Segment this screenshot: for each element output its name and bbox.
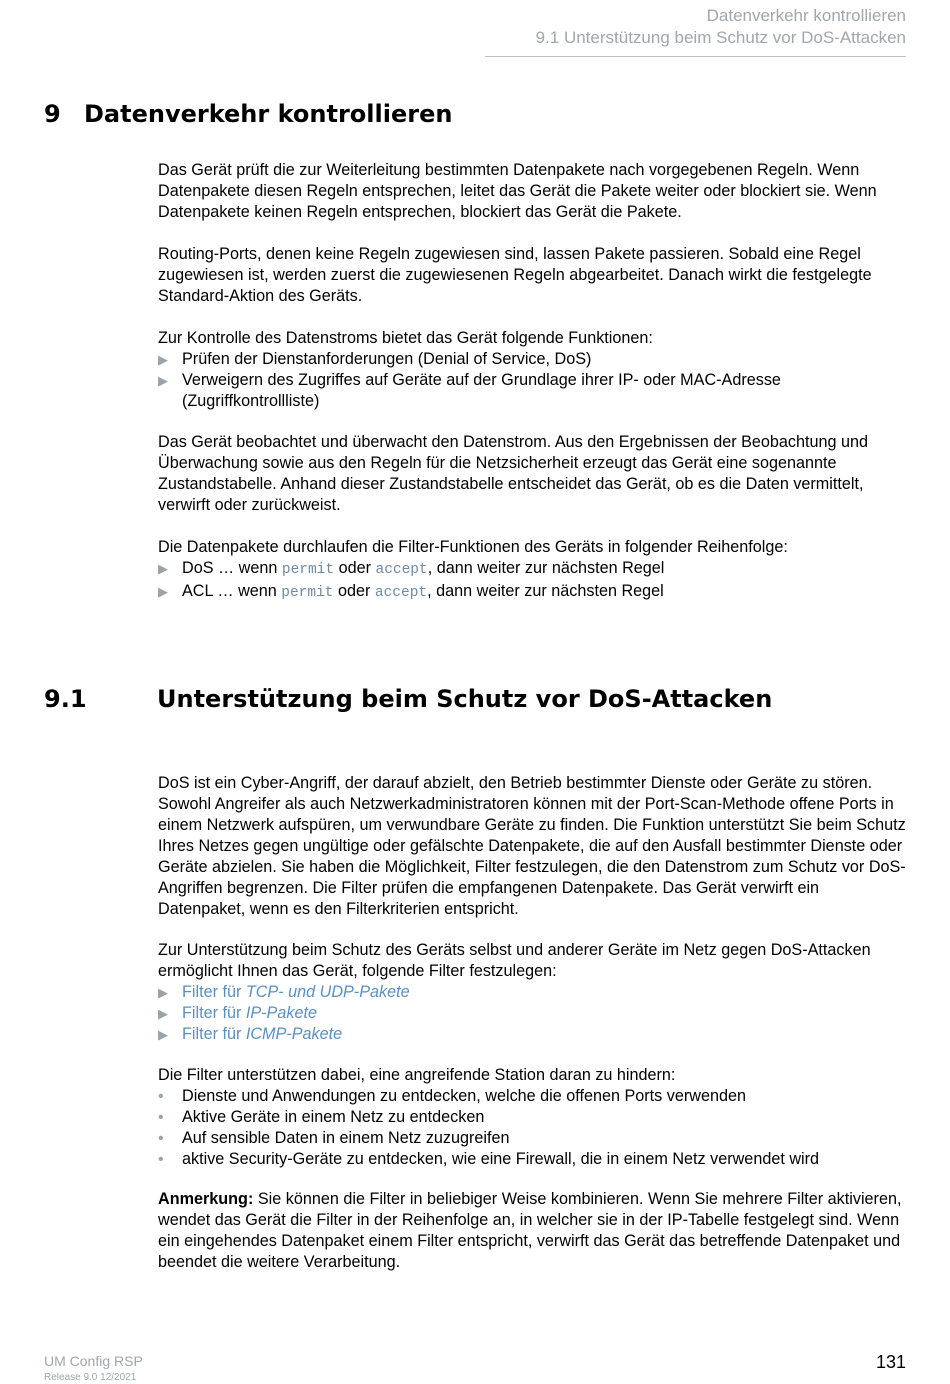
filter-link-icmp[interactable]: Filter für ICMP-Pakete xyxy=(182,1025,343,1043)
functions-list-block xyxy=(158,328,908,412)
list-item: • Aktive Geräte in einem Netz zu entdecken xyxy=(158,1108,485,1126)
list-item xyxy=(158,982,908,1003)
list-item xyxy=(158,1024,908,1045)
triangle-bullet-icon: ▶ xyxy=(158,561,168,576)
filter-order-block xyxy=(158,537,908,604)
list-item xyxy=(158,1003,908,1024)
triangle-bullet-icon: ▶ xyxy=(158,985,168,1000)
triangle-bullet-icon: ▶ xyxy=(158,584,168,599)
list-item: ▶ Prüfen der Dienstanforderungen (Denial of Service, DoS) xyxy=(158,350,592,368)
dot-bullet-icon: • xyxy=(158,1151,164,1168)
dos-paragraph-1: DoS ist ein Cyber-Angriff, der darauf abzielt, den Betrieb bestimmter Dienste oder Geräte zu stören. Sowohl Angreifer als auch Netzwerkadministratoren können mit der Port-Scan-Methode offene Ports in einem Netzwerk aufspüren, um verwundbare Geräte zu finden. Die Funktion unterstützt Sie beim Schutz Ihres Netzes gegen ungültige oder gefälschte Datenpakete, die auf den Ausfall bestimmter Dienste oder Geräte abzielen. Sie haben die Möglichkeit, Filter festzulegen, die den Datenstrom zum Schutz vor DoS-Angriffen begrenzen. Die Filter prüfen die empfangenen Datenpakete. Das Gerät verwirft ein Datenpaket, wenn es den Filterkriterien entspricht. xyxy=(158,774,906,918)
running-header-section: 9.1 Unterstützung beim Schutz vor DoS-Attacken xyxy=(535,28,906,47)
code-accept: accept xyxy=(375,562,428,578)
chapter-heading xyxy=(44,99,452,129)
section-number: 9.1 xyxy=(44,685,87,713)
dot-bullet-icon: • xyxy=(158,1130,164,1147)
dot-bullet-icon: • xyxy=(158,1088,164,1105)
intro-paragraph-2: Routing-Ports, denen keine Regeln zugewiesen sind, lassen Pakete passieren. Sobald eine Regel zugewiesen ist, werden zuerst die zugewiesenen Regeln abgearbeitet. Danach wirkt die festgelegte Standard-Aktion des Geräts. xyxy=(158,245,872,305)
dos-filters-block xyxy=(158,940,908,1045)
intro-paragraph-4: Das Gerät beobachtet und überwacht den Datenstrom. Aus den Ergebnissen der Beobachtung und Überwachung sowie aus den Regeln für die Netzsicherheit erzeugt das Gerät eine sogenannte Zustandstabelle. Anhand dieser Zustandstabelle entscheidet das Gerät, ob es die Daten vermittelt, verwirft oder zurückweist. xyxy=(158,433,869,514)
note-text: Sie können die Filter in beliebiger Weise kombinieren. Wenn Sie mehrere Filter aktivieren, wendet das Gerät die Filter in der Reihenfolge an, in welcher sie in der IP-Tabelle festgelegt sind. Wenn ein eingehendes Datenpaket einem Filter entspricht, verwirft das Gerät das betreffende Datenpaket und beendet die weitere Verarbeitung. xyxy=(158,1190,902,1271)
note-label: Anmerkung: xyxy=(158,1190,254,1208)
footer-release: Release 9.0 12/2021 xyxy=(44,1372,137,1383)
dot-bullet-icon: • xyxy=(158,1109,164,1126)
list-item: • Dienste und Anwendungen zu entdecken, welche die offenen Ports verwenden xyxy=(158,1087,746,1105)
intro-paragraph-1: Das Gerät prüft die zur Weiterleitung bestimmten Datenpakete nach vorgegebenen Regeln. Wenn Datenpakete diesen Regeln entsprechen, leitet das Gerät die Pakete weiter oder blockiert sie. Wenn Datenpakete keinen Regeln entsprechen, blockiert das Gerät die Pakete. xyxy=(158,161,877,221)
filter-link-ip[interactable]: Filter für IP-Pakete xyxy=(182,1004,317,1022)
header-rule xyxy=(485,56,906,57)
chapter-number: 9 xyxy=(44,100,61,128)
triangle-bullet-icon: ▶ xyxy=(158,1027,168,1042)
filter-link-tcp-udp[interactable]: Filter für TCP- und UDP-Pakete xyxy=(182,983,410,1001)
dos-goals-block xyxy=(158,1065,908,1170)
dos-filters-intro: Zur Unterstützung beim Schutz des Geräts selbst und anderer Geräte im Netz gegen DoS-Attacken ermöglicht Ihnen das Gerät, folgende Filter festzulegen: xyxy=(158,941,871,980)
list-item: ▶ DoS … wenn permit oder accept, dann weiter zur nächsten Regel xyxy=(158,558,908,581)
filter-order-intro: Die Datenpakete durchlaufen die Filter-Funktionen des Geräts in folgender Reihenfolge: xyxy=(158,538,788,556)
dos-goals-intro: Die Filter unterstützen dabei, eine angreifende Station daran zu hindern: xyxy=(158,1066,676,1084)
list-item: • aktive Security-Geräte zu entdecken, wie eine Firewall, die in einem Netz verwendet wird xyxy=(158,1150,819,1168)
section-title: Unterstützung beim Schutz vor DoS-Attacken xyxy=(157,685,773,713)
running-header-chapter: Datenverkehr kontrollieren xyxy=(706,6,906,25)
footer-document-title: UM Config RSP xyxy=(44,1353,143,1369)
list-item: ▶ Verweigern des Zugriffes auf Geräte auf der Grundlage ihrer IP- oder MAC-Adresse (Zugriffkontrollliste) xyxy=(158,371,781,410)
triangle-bullet-icon: ▶ xyxy=(158,1006,168,1021)
triangle-bullet-icon: ▶ xyxy=(158,352,168,367)
triangle-bullet-icon: ▶ xyxy=(158,373,168,388)
note-paragraph xyxy=(158,1189,908,1273)
code-permit: permit xyxy=(281,562,335,578)
chapter-title: Datenverkehr kontrollieren xyxy=(84,100,453,128)
code-permit: permit xyxy=(281,585,334,601)
code-accept: accept xyxy=(374,585,428,601)
page-number: 131 xyxy=(875,1352,906,1372)
list-item: ▶ ACL … wenn permit oder accept, dann weiter zur nächsten Regel xyxy=(158,581,908,604)
list-item: • Auf sensible Daten in einem Netz zuzugreifen xyxy=(158,1129,510,1147)
functions-intro: Zur Kontrolle des Datenstroms bietet das Gerät folgende Funktionen: xyxy=(158,329,653,347)
